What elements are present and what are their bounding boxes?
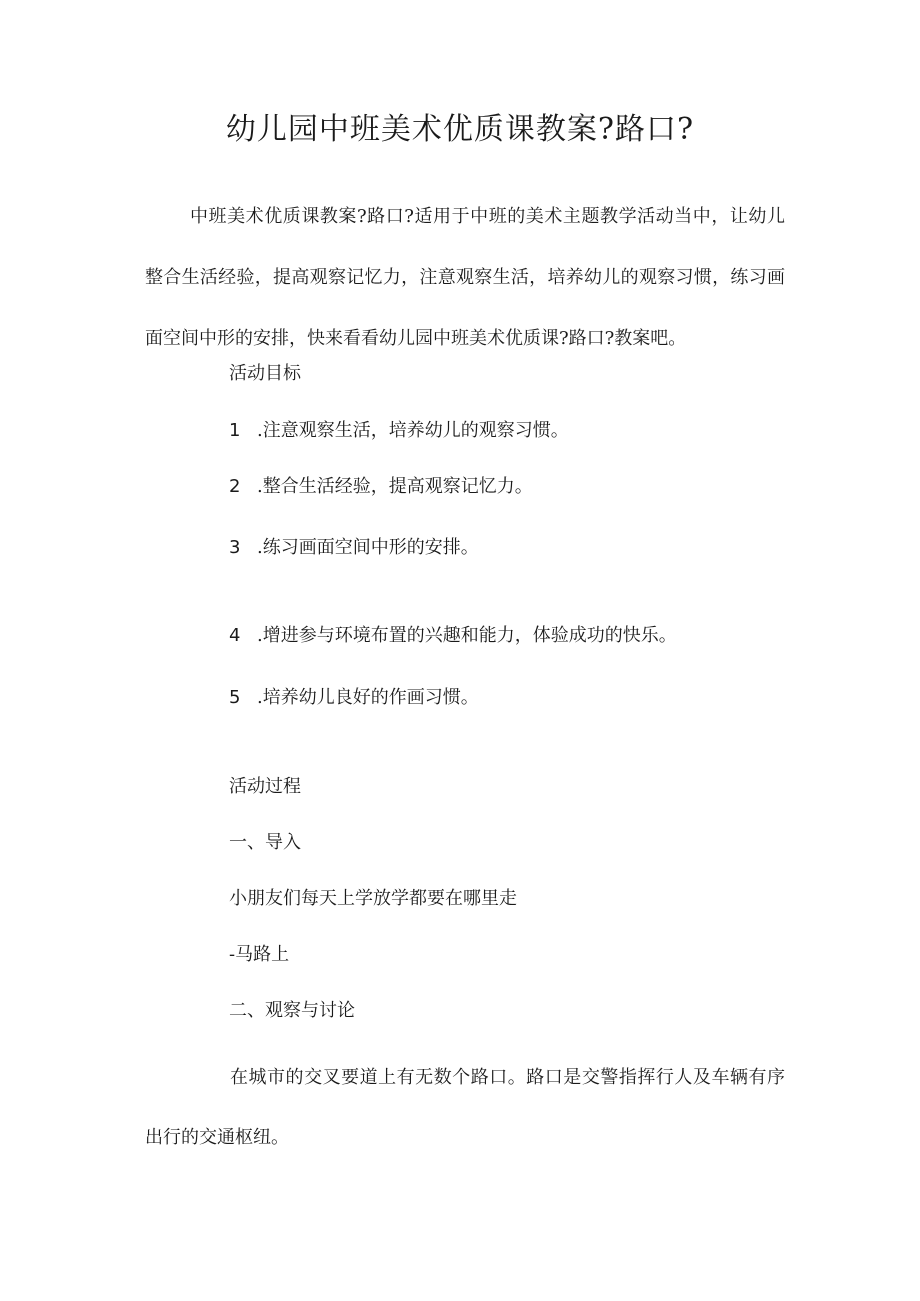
intro-paragraph: 中班美术优质课教案?路口?适用于中班的美术主题教学活动当中，让幼儿整合生活经验，提高观察记忆力，注意观察生活，培养幼儿的观察习惯，练习画面空间中形的安排，快来看看幼儿园中班美术优质课?路口?教案吧。: [145, 206, 785, 349]
goal-number: 4: [229, 625, 241, 646]
goal-text: .增进参与环境布置的兴趣和能力，体验成功的快乐。: [257, 625, 677, 646]
goal-number: 1: [229, 420, 241, 441]
goal-item-5: [229, 684, 479, 712]
section1-heading: 一、导入: [229, 832, 301, 853]
answer-line: -马路上: [229, 944, 290, 965]
section2-heading: 二、观察与讨论: [229, 1000, 355, 1021]
goals-heading: 活动目标: [229, 363, 301, 384]
goal-number: 3: [229, 537, 241, 558]
section2-paragraph: 在城市的交叉要道上有无数个路口。路口是交警指挥行人及车辆有序出行的交通枢纽。: [145, 1067, 785, 1148]
goal-number: 2: [229, 476, 241, 497]
goal-text: .练习画面空间中形的安排。: [257, 537, 479, 558]
goal-item-4: [229, 622, 677, 650]
goal-item-3: [229, 534, 479, 562]
goal-number: 5: [229, 687, 241, 708]
goal-item-1: [229, 417, 569, 445]
goal-item-2: [229, 473, 533, 501]
goal-text: .注意观察生活，培养幼儿的观察习惯。: [257, 420, 569, 441]
question-line: 小朋友们每天上学放学都要在哪里走: [229, 888, 517, 909]
goal-text: .培养幼儿良好的作画习惯。: [257, 687, 479, 708]
goal-text: .整合生活经验，提高观察记忆力。: [257, 476, 533, 497]
document-title: 幼儿园中班美术优质课教案?路口?: [225, 112, 695, 147]
process-heading: 活动过程: [229, 776, 301, 797]
